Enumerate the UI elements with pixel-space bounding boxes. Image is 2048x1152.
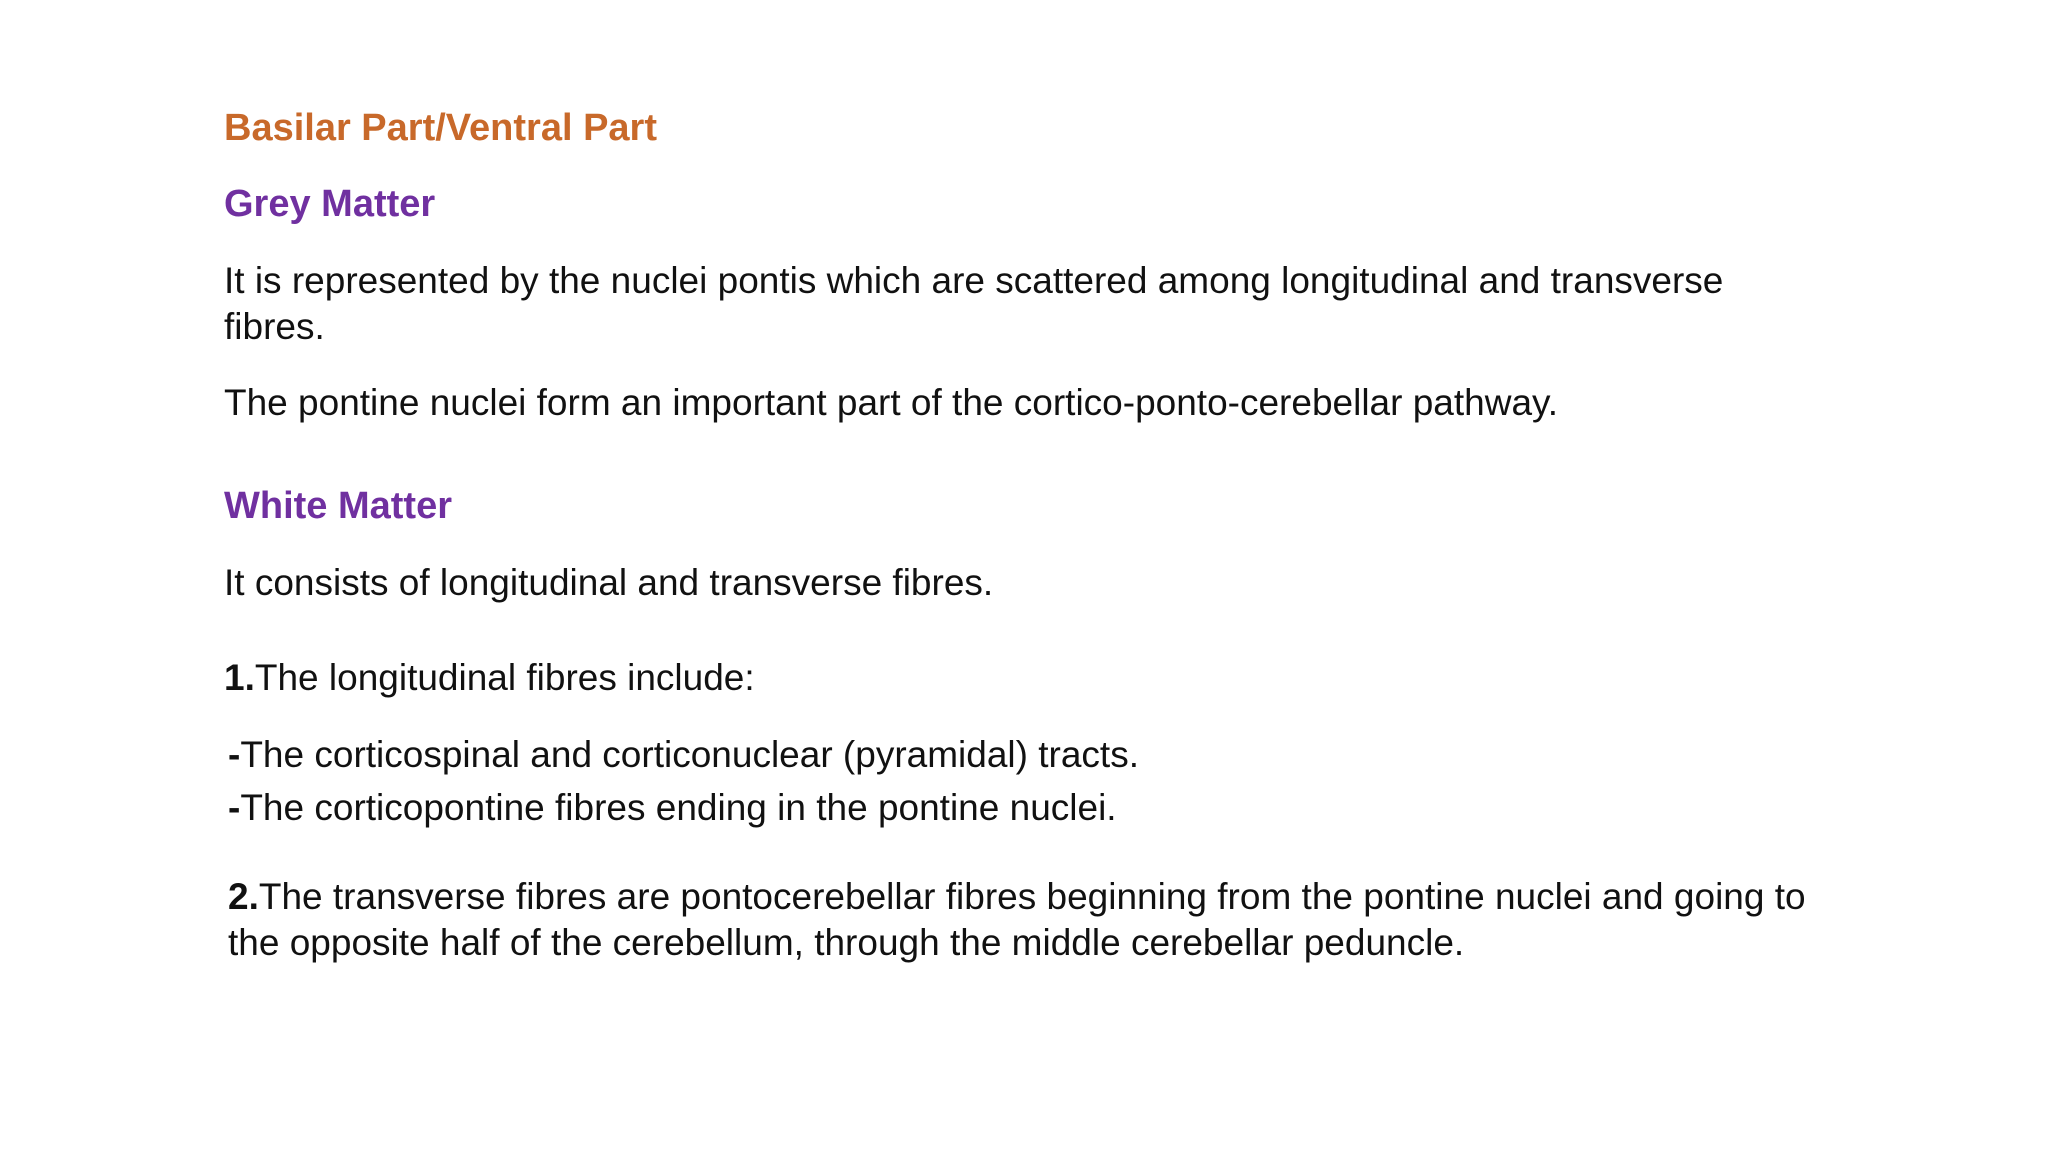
sub-list-item-dash: - <box>228 787 241 828</box>
list-item-2 <box>228 874 1848 966</box>
list-item-1-number: 1. <box>224 657 255 698</box>
sub-list-item-text: The corticopontine fibres ending in the pontine nuclei. <box>240 787 1117 828</box>
grey-matter-paragraph-1: It is represented by the nuclei pontis which are scattered among longitudinal and transverse fibres. <box>224 260 1724 347</box>
sub-list-item <box>228 785 1117 831</box>
list-item-1-text: The longitudinal fibres include: <box>254 657 755 698</box>
section-title: Basilar Part/Ventral Part <box>224 107 657 149</box>
list-item-2-text: The transverse fibres are pontocerebellar fibres beginning from the pontine nuclei and going to the opposite half of the cerebellum, through the middle cerebellar peduncle. <box>228 876 1806 963</box>
grey-matter-paragraph-2: The pontine nuclei form an important part of the cortico-ponto-cerebellar pathway. <box>224 382 1559 423</box>
sub-list-item <box>228 732 1139 778</box>
white-matter-intro: It consists of longitudinal and transverse fibres. <box>224 562 994 603</box>
sub-list-item-text: The corticospinal and corticonuclear (pyramidal) tracts. <box>240 734 1139 775</box>
white-matter-heading: White Matter <box>224 485 452 527</box>
grey-matter-heading: Grey Matter <box>224 183 436 225</box>
sub-list-item-dash: - <box>228 734 241 775</box>
list-item-1 <box>224 655 755 701</box>
list-item-2-number: 2. <box>228 876 259 917</box>
